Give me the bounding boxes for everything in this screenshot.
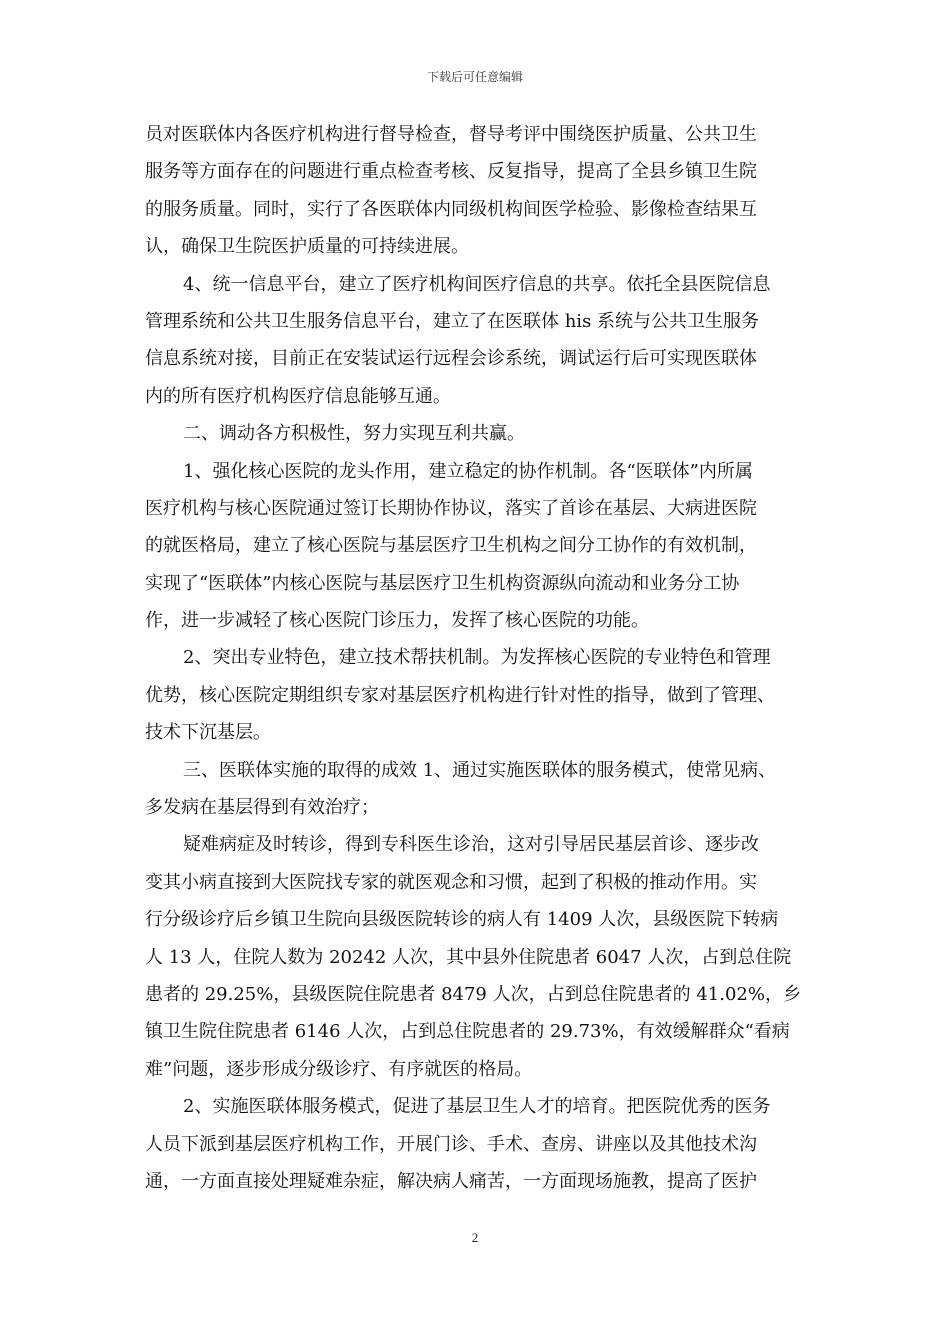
paragraph-first-line: 2、突出专业特色，建立技术帮扶机制。为发挥核心医院的专业特色和管理 — [183, 647, 771, 669]
text-line: 患者的 29.25%，县级医院住院患者 8479 人次，占到总住院患者的 41.02%，乡 — [145, 983, 801, 1005]
text-line: 认，确保卫生院医护质量的可持续进展。 — [145, 236, 469, 258]
text-line: 技术下沉基层。 — [145, 722, 271, 744]
section-heading: 二、调动各方积极性，努力实现互利共赢。 — [183, 423, 525, 445]
text-line: 内的所有医疗机构医疗信息能够互通。 — [145, 385, 451, 407]
document-body — [145, 116, 807, 1200]
text-line: 实现了“医联体”内核心医院与基层医疗卫生机构资源纵向流动和业务分工协 — [145, 572, 740, 594]
text-line: 的就医格局，建立了核心医院与基层医疗卫生机构之间分工协作的有效机制， — [145, 535, 757, 557]
paragraph-first-line: 1、强化核心医院的龙头作用，建立稳定的协作机制。各“医联体”内所属 — [183, 460, 753, 482]
page-header: 下载后可任意编辑 — [426, 70, 523, 84]
text-line: 行分级诊疗后乡镇卫生院向县级医院转诊的病人有 1409 人次，县级医院下转病 — [145, 909, 779, 931]
paragraph-first-line: 2、实施医联体服务模式，促进了基层卫生人才的培育。把医院优秀的医务 — [183, 1096, 771, 1118]
text-line: 多发病在基层得到有效治疗； — [145, 797, 379, 819]
text-line: 镇卫生院住院患者 6146 人次，占到总住院患者的 29.73%，有效缓解群众“看病 — [145, 1021, 790, 1043]
text-line: 服务等方面存在的问题进行重点检查考核、反复指导，提高了全县乡镇卫生院 — [145, 161, 757, 183]
text-line: 人 13 人，住院人数为 20242 人次，其中县外住院患者 6047 人次，占到总住院 — [145, 946, 792, 968]
page-number: 2 — [471, 1230, 479, 1245]
text-line: 员对医联体内各医疗机构进行督导检查，督导考评中围绕医护质量、公共卫生 — [145, 124, 757, 145]
text-line: 管理系统和公共卫生服务信息平台，建立了在医联体 his 系统与公共卫生服务 — [145, 310, 760, 332]
text-line: 人员下派到基层医疗机构工作，开展门诊、手术、查房、讲座以及其他技术沟 — [145, 1133, 757, 1155]
section-heading: 三、医联体实施的取得的成效 1、通过实施医联体的服务模式，使常见病、 — [183, 759, 777, 781]
text-line: 优势，核心医院定期组织专家对基层医疗机构进行针对性的指导，做到了管理、 — [145, 684, 775, 706]
paragraph-first-line: 4、统一信息平台，建立了医疗机构间医疗信息的共享。依托全县医院信息 — [183, 273, 771, 295]
text-line: 医疗机构与核心医院通过签订长期协作协议，落实了首诊在基层、大病进医院 — [145, 497, 757, 519]
text-line: 作，进一步减轻了核心医院门诊压力，发挥了核心医院的功能。 — [145, 610, 649, 632]
text-line: 难”问题，逐步形成分级诊疗、有序就医的格局。 — [145, 1058, 533, 1080]
text-line: 变其小病直接到大医院找专家的就医观念和习惯，起到了积极的推动作用。实 — [145, 871, 757, 893]
paragraph-first-line: 疑难病症及时转诊，得到专科医生诊治，这对引导居民基层首诊、逐步改 — [183, 834, 759, 856]
text-line: 信息系统对接，目前正在安装试运行远程会诊系统，调试运行后可实现医联体 — [145, 348, 757, 370]
text-line: 通，一方面直接处理疑难杂症，解决病人痛苦，一方面现场施教，提高了医护 — [145, 1170, 757, 1192]
text-line: 的服务质量。同时，实行了各医联体内同级机构间医学检验、影像检查结果互 — [145, 198, 757, 220]
